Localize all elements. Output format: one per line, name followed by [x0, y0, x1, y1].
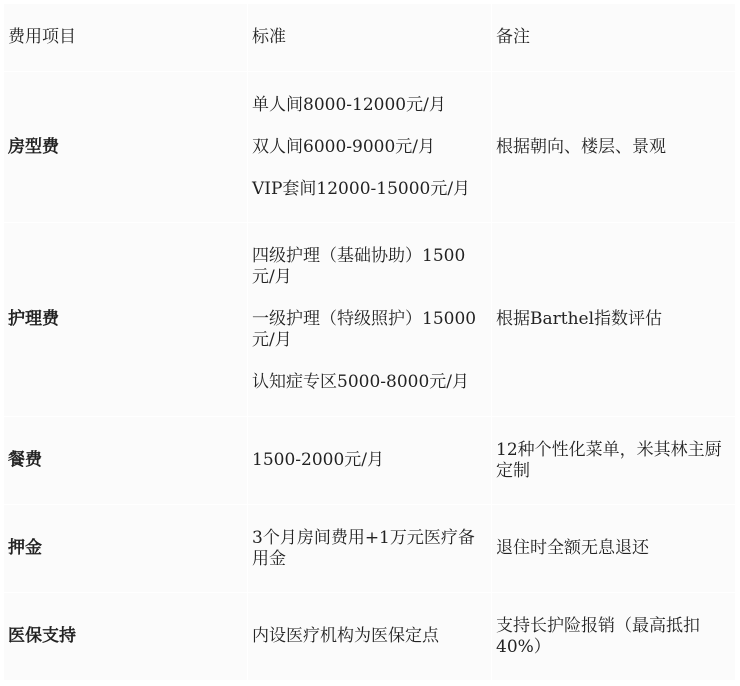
standard-line: VIP套间12000-15000元/月 — [252, 178, 471, 199]
row-standard — [248, 593, 491, 680]
standard-line: 3个月房间费用+1万元医疗备用金 — [252, 527, 475, 569]
row-standard — [248, 72, 491, 222]
row-note: 根据Barthel指数评估 — [492, 223, 735, 416]
standard-line: 认知症专区5000-8000元/月 — [252, 372, 469, 392]
header-standard: 标准 — [248, 4, 491, 71]
table-row — [4, 223, 735, 416]
row-note: 退住时全额无息退还 — [492, 505, 735, 592]
standard-line: 双人间6000-9000元/月 — [252, 136, 435, 157]
table-row — [4, 505, 735, 592]
fee-table — [3, 3, 736, 681]
row-item-name: 护理费 — [4, 223, 247, 416]
row-standard — [248, 505, 491, 592]
row-item-name: 房型费 — [4, 72, 247, 222]
standard-line: 内设医疗机构为医保定点 — [252, 626, 439, 646]
row-note: 支持长护险报销（最高抵扣40%） — [492, 593, 735, 680]
standard-line: 一级护理（特级照护）15000元/月 — [252, 309, 477, 350]
standard-line: 1500-2000元/月 — [252, 450, 384, 470]
row-note: 12种个性化菜单，米其林主厨定制 — [492, 417, 735, 504]
header-item: 费用项目 — [4, 4, 247, 71]
table-row — [4, 417, 735, 504]
row-note: 根据朝向、楼层、景观 — [492, 72, 735, 222]
table-row — [4, 593, 735, 680]
row-standard — [248, 417, 491, 504]
row-item-name: 餐费 — [4, 417, 247, 504]
table-row — [4, 72, 735, 222]
standard-line: 四级护理（基础协助）1500元/月 — [252, 246, 466, 287]
row-standard — [248, 223, 491, 416]
row-item-name: 押金 — [4, 505, 247, 592]
header-note: 备注 — [492, 4, 735, 71]
table-header-row — [4, 4, 735, 71]
row-item-name: 医保支持 — [4, 593, 247, 680]
standard-line: 单人间8000-12000元/月 — [252, 94, 446, 115]
